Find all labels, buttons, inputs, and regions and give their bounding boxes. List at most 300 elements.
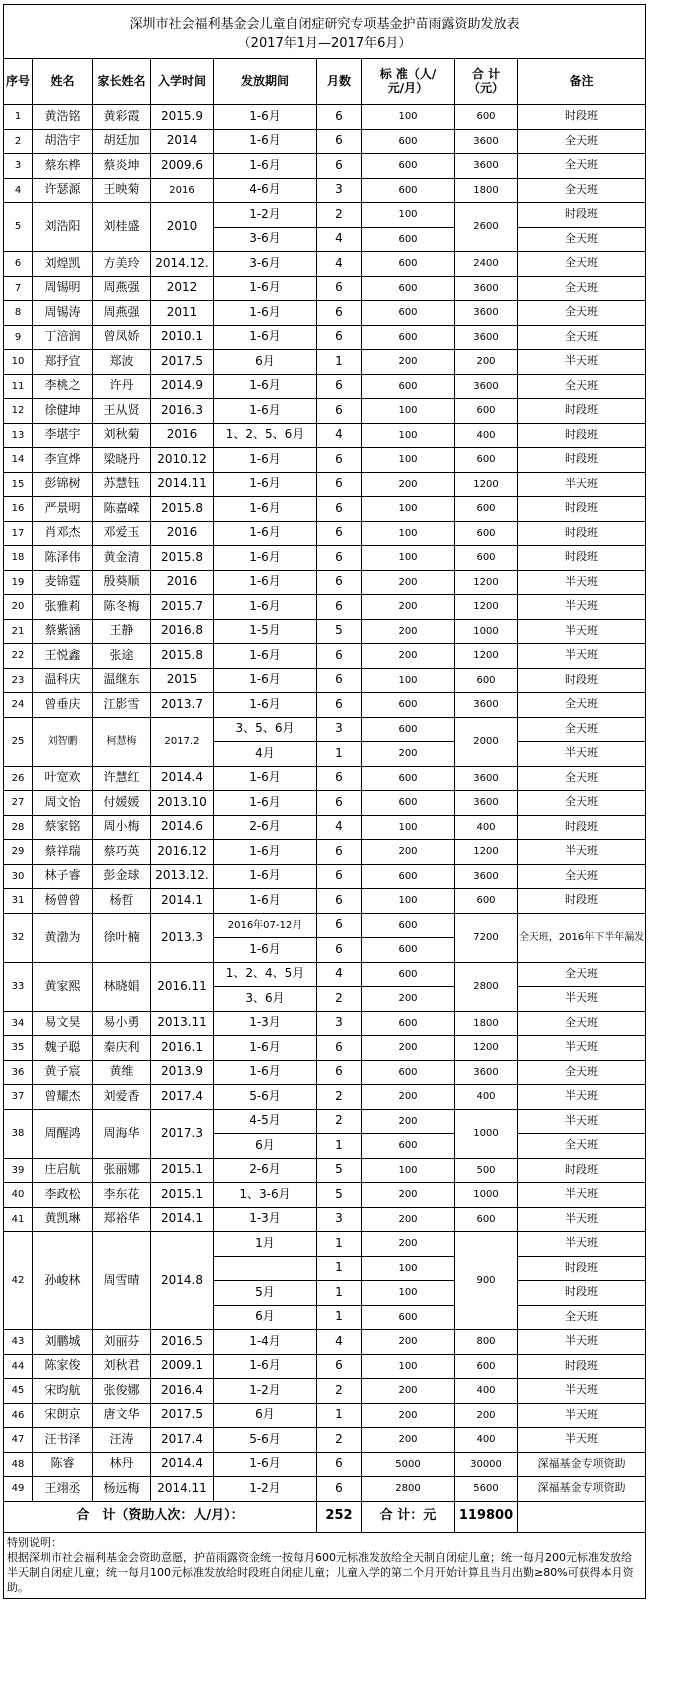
row-no: 42 [4, 1232, 33, 1330]
row-no: 7 [4, 276, 33, 301]
remark: 时段班 [518, 546, 646, 571]
month-count: 6 [317, 521, 362, 546]
month-count: 6 [317, 864, 362, 889]
allowance-table [3, 4, 646, 1599]
subtotal-amount: 3600 [455, 374, 518, 399]
parent-name: 郑裕华 [93, 1207, 151, 1232]
month-count: 5 [317, 1158, 362, 1183]
enroll-date: 2014.11 [151, 1477, 214, 1502]
month-count: 4 [317, 962, 362, 987]
month-count: 6 [317, 129, 362, 154]
standard-amount: 600 [362, 129, 455, 154]
pay-period: 1-2月 [214, 203, 317, 228]
enroll-date: 2010.1 [151, 325, 214, 350]
subtotal-amount: 3600 [455, 1060, 518, 1085]
row-no: 48 [4, 1452, 33, 1477]
remark: 全天班 [518, 252, 646, 277]
remark: 全天班 [518, 693, 646, 718]
subtotal-amount: 1000 [455, 1109, 518, 1158]
enroll-date: 2015.9 [151, 105, 214, 130]
month-count: 3 [317, 1011, 362, 1036]
remark: 时段班 [518, 497, 646, 522]
table-row [4, 301, 646, 326]
summary-blank [518, 1501, 646, 1532]
subtotal-amount: 3600 [455, 325, 518, 350]
student-name: 蔡祥瑞 [33, 840, 93, 865]
table-row [4, 374, 646, 399]
remark: 全天班 [518, 276, 646, 301]
remark: 全天班 [518, 1134, 646, 1159]
remark: 半天班 [518, 570, 646, 595]
header-period: 发放期间 [214, 59, 317, 105]
month-count: 1 [317, 1232, 362, 1257]
remark: 全天班 [518, 227, 646, 252]
standard-amount: 100 [362, 668, 455, 693]
enroll-date: 2016 [151, 521, 214, 546]
row-no: 3 [4, 154, 33, 179]
row-no: 11 [4, 374, 33, 399]
student-name: 肖邓杰 [33, 521, 93, 546]
subtotal-amount: 600 [455, 1207, 518, 1232]
pay-period: 1-6月 [214, 276, 317, 301]
subtotal-amount: 1000 [455, 619, 518, 644]
pay-period: 1-6月 [214, 472, 317, 497]
student-name: 严景明 [33, 497, 93, 522]
explanation-row [4, 1532, 646, 1598]
enroll-date: 2014.1 [151, 889, 214, 914]
standard-amount: 200 [362, 350, 455, 375]
enroll-date: 2016 [151, 178, 214, 203]
parent-name: 蔡巧英 [93, 840, 151, 865]
month-count: 3 [317, 178, 362, 203]
pay-period: 1-6月 [214, 129, 317, 154]
row-no: 45 [4, 1379, 33, 1404]
student-name: 刘煌凯 [33, 252, 93, 277]
student-name: 黄家熙 [33, 962, 93, 1011]
month-count: 6 [317, 301, 362, 326]
subtotal-amount: 600 [455, 448, 518, 473]
student-name: 周锡明 [33, 276, 93, 301]
month-count: 1 [317, 1256, 362, 1281]
parent-name: 秦庆利 [93, 1036, 151, 1061]
month-count: 4 [317, 815, 362, 840]
table-row [4, 864, 646, 889]
row-no: 29 [4, 840, 33, 865]
table-row [4, 1452, 646, 1477]
table-row [4, 1477, 646, 1502]
table-row [4, 1183, 646, 1208]
student-name: 李宣烨 [33, 448, 93, 473]
summary-sum-value: 119800 [455, 1501, 518, 1532]
table-row [4, 497, 646, 522]
standard-amount: 600 [362, 766, 455, 791]
enroll-date: 2014.4 [151, 766, 214, 791]
header-remark: 备注 [518, 59, 646, 105]
pay-period: 5-6月 [214, 1085, 317, 1110]
standard-amount: 200 [362, 472, 455, 497]
standard-amount: 5000 [362, 1452, 455, 1477]
parent-name: 张丽娜 [93, 1158, 151, 1183]
remark: 半天班 [518, 987, 646, 1012]
row-no: 1 [4, 105, 33, 130]
subtotal-amount: 3600 [455, 276, 518, 301]
subtotal-amount: 400 [455, 1428, 518, 1453]
parent-name: 周燕强 [93, 276, 151, 301]
standard-amount: 600 [362, 1011, 455, 1036]
table-row [4, 1207, 646, 1232]
standard-amount: 600 [362, 227, 455, 252]
pay-period: 1-6月 [214, 301, 317, 326]
standard-amount: 100 [362, 1354, 455, 1379]
header-total: 合 计（元） [455, 59, 518, 105]
remark: 半天班 [518, 1183, 646, 1208]
subtotal-amount: 400 [455, 423, 518, 448]
remark: 时段班 [518, 1256, 646, 1281]
remark: 时段班 [518, 203, 646, 228]
pay-period: 4-6月 [214, 178, 317, 203]
table-row [4, 105, 646, 130]
parent-name: 王从贤 [93, 399, 151, 424]
pay-period: 1-6月 [214, 154, 317, 179]
remark: 时段班 [518, 668, 646, 693]
month-count: 6 [317, 497, 362, 522]
month-count: 4 [317, 227, 362, 252]
student-name: 彭锦树 [33, 472, 93, 497]
parent-name: 汪涛 [93, 1428, 151, 1453]
subtotal-amount: 900 [455, 1232, 518, 1330]
standard-amount: 200 [362, 1232, 455, 1257]
student-name: 易文昊 [33, 1011, 93, 1036]
enroll-date: 2011 [151, 301, 214, 326]
standard-amount: 200 [362, 644, 455, 669]
row-no: 40 [4, 1183, 33, 1208]
header-name: 姓名 [33, 59, 93, 105]
table-row [4, 521, 646, 546]
month-count: 6 [317, 154, 362, 179]
subtotal-amount: 3600 [455, 864, 518, 889]
standard-amount: 100 [362, 1256, 455, 1281]
enroll-date: 2013.9 [151, 1060, 214, 1085]
parent-name: 柯慧梅 [93, 717, 151, 766]
parent-name: 杨哲 [93, 889, 151, 914]
standard-amount: 200 [362, 1109, 455, 1134]
standard-amount: 600 [362, 252, 455, 277]
pay-period: 1月 [214, 1232, 317, 1257]
row-no: 30 [4, 864, 33, 889]
pay-period: 1-6月 [214, 938, 317, 963]
month-count: 2 [317, 203, 362, 228]
enroll-date: 2016 [151, 423, 214, 448]
pay-period: 1-6月 [214, 840, 317, 865]
standard-amount: 600 [362, 791, 455, 816]
student-name: 黄子宸 [33, 1060, 93, 1085]
parent-name: 林晓娟 [93, 962, 151, 1011]
parent-name: 郑波 [93, 350, 151, 375]
row-no: 2 [4, 129, 33, 154]
subtotal-amount: 7200 [455, 913, 518, 962]
pay-period: 1-6月 [214, 595, 317, 620]
month-count: 2 [317, 987, 362, 1012]
subtotal-amount: 1000 [455, 1183, 518, 1208]
table-row [4, 252, 646, 277]
summary-row [4, 1501, 646, 1532]
enroll-date: 2016.11 [151, 962, 214, 1011]
table-row [4, 423, 646, 448]
subtotal-amount: 3600 [455, 301, 518, 326]
parent-name: 付媛媛 [93, 791, 151, 816]
pay-period: 1-6月 [214, 644, 317, 669]
student-name: 周锡涛 [33, 301, 93, 326]
subtotal-amount: 600 [455, 105, 518, 130]
enroll-date: 2014.9 [151, 374, 214, 399]
month-count: 6 [317, 1354, 362, 1379]
header-months: 月数 [317, 59, 362, 105]
standard-amount: 600 [362, 325, 455, 350]
remark: 时段班 [518, 521, 646, 546]
student-name: 李桃之 [33, 374, 93, 399]
student-name: 徐健坤 [33, 399, 93, 424]
remark: 全天班 [518, 154, 646, 179]
enroll-date: 2014.4 [151, 1452, 214, 1477]
pay-period: 3-6月 [214, 252, 317, 277]
remark: 深福基金专项资助 [518, 1477, 646, 1502]
student-name: 周醒鸿 [33, 1109, 93, 1158]
subtotal-amount: 600 [455, 521, 518, 546]
enroll-date: 2013.10 [151, 791, 214, 816]
subtotal-amount: 2000 [455, 717, 518, 766]
pay-period: 2-6月 [214, 815, 317, 840]
standard-amount: 200 [362, 1428, 455, 1453]
pay-period: 1-6月 [214, 864, 317, 889]
summary-sum-label: 合 计：元 [362, 1501, 455, 1532]
parent-name: 刘秋菊 [93, 423, 151, 448]
remark: 半天班 [518, 1207, 646, 1232]
pay-period: 1-2月 [214, 1477, 317, 1502]
standard-amount: 600 [362, 938, 455, 963]
month-count: 6 [317, 595, 362, 620]
parent-name: 苏慧钰 [93, 472, 151, 497]
row-no: 27 [4, 791, 33, 816]
remark: 时段班 [518, 423, 646, 448]
pay-period: 6月 [214, 350, 317, 375]
standard-amount: 200 [362, 595, 455, 620]
month-count: 6 [317, 889, 362, 914]
pay-period: 5-6月 [214, 1428, 317, 1453]
month-count: 3 [317, 1207, 362, 1232]
standard-amount: 600 [362, 276, 455, 301]
remark: 全天班 [518, 1011, 646, 1036]
parent-name: 刘秋君 [93, 1354, 151, 1379]
table-row [4, 1085, 646, 1110]
subtotal-amount: 1200 [455, 472, 518, 497]
pay-period: 1-6月 [214, 766, 317, 791]
month-count: 6 [317, 668, 362, 693]
subtotal-amount: 400 [455, 1379, 518, 1404]
remark: 半天班 [518, 1330, 646, 1355]
row-no: 13 [4, 423, 33, 448]
student-name: 陈家俊 [33, 1354, 93, 1379]
subtotal-amount: 200 [455, 1403, 518, 1428]
standard-amount: 600 [362, 1134, 455, 1159]
standard-amount: 600 [362, 178, 455, 203]
pay-period: 3、5、6月 [214, 717, 317, 742]
parent-name: 张俊娜 [93, 1379, 151, 1404]
student-name: 刘鹏城 [33, 1330, 93, 1355]
sheet-title [4, 5, 646, 59]
student-name: 王悦鑫 [33, 644, 93, 669]
row-no: 31 [4, 889, 33, 914]
parent-name: 周雪晴 [93, 1232, 151, 1330]
remark: 深福基金专项资助 [518, 1452, 646, 1477]
pay-period: 1-6月 [214, 889, 317, 914]
standard-amount: 100 [362, 203, 455, 228]
parent-name: 黄维 [93, 1060, 151, 1085]
pay-period: 1-6月 [214, 570, 317, 595]
parent-name: 蔡炎坤 [93, 154, 151, 179]
enroll-date: 2017.5 [151, 350, 214, 375]
row-no: 12 [4, 399, 33, 424]
enroll-date: 2009.6 [151, 154, 214, 179]
table-row [4, 350, 646, 375]
parent-name: 李东花 [93, 1183, 151, 1208]
standard-amount: 100 [362, 889, 455, 914]
month-count: 2 [317, 1428, 362, 1453]
table-row [4, 913, 646, 938]
parent-name: 黄金清 [93, 546, 151, 571]
standard-amount: 200 [362, 1183, 455, 1208]
pay-period: 6月 [214, 1403, 317, 1428]
month-count: 6 [317, 546, 362, 571]
subtotal-amount: 30000 [455, 1452, 518, 1477]
parent-name: 王映菊 [93, 178, 151, 203]
pay-period: 5月 [214, 1281, 317, 1306]
student-name: 陈泽伟 [33, 546, 93, 571]
remark: 半天班 [518, 1403, 646, 1428]
student-name: 黄凯琳 [33, 1207, 93, 1232]
row-no: 38 [4, 1109, 33, 1158]
standard-amount: 200 [362, 1403, 455, 1428]
standard-amount: 200 [362, 1207, 455, 1232]
enroll-date: 2015.8 [151, 644, 214, 669]
month-count: 2 [317, 1085, 362, 1110]
row-no: 25 [4, 717, 33, 766]
parent-name: 梁晓丹 [93, 448, 151, 473]
student-name: 郑抒宜 [33, 350, 93, 375]
standard-amount: 600 [362, 693, 455, 718]
enroll-date: 2013.11 [151, 1011, 214, 1036]
month-count: 6 [317, 644, 362, 669]
row-no: 49 [4, 1477, 33, 1502]
subtotal-amount: 200 [455, 350, 518, 375]
subtotal-amount: 1200 [455, 570, 518, 595]
enroll-date: 2015.7 [151, 595, 214, 620]
row-no: 9 [4, 325, 33, 350]
remark: 半天班 [518, 1379, 646, 1404]
pay-period: 1、2、4、5月 [214, 962, 317, 987]
standard-amount: 100 [362, 546, 455, 571]
row-no: 36 [4, 1060, 33, 1085]
remark: 时段班 [518, 815, 646, 840]
pay-period: 1-6月 [214, 521, 317, 546]
month-count: 6 [317, 938, 362, 963]
subtotal-amount: 400 [455, 815, 518, 840]
standard-amount: 600 [362, 154, 455, 179]
remark: 半天班 [518, 472, 646, 497]
remark: 时段班 [518, 1281, 646, 1306]
pay-period: 1-6月 [214, 374, 317, 399]
remark: 半天班 [518, 1109, 646, 1134]
table-row [4, 129, 646, 154]
title-period: （2017年1月—2017年6月） [237, 35, 412, 51]
table-row [4, 570, 646, 595]
table-row [4, 693, 646, 718]
table-row [4, 1330, 646, 1355]
parent-name: 邓爱玉 [93, 521, 151, 546]
parent-name: 刘爱香 [93, 1085, 151, 1110]
row-no: 39 [4, 1158, 33, 1183]
subtotal-amount: 600 [455, 668, 518, 693]
student-name: 陈睿 [33, 1452, 93, 1477]
pay-period: 4-5月 [214, 1109, 317, 1134]
month-count: 4 [317, 423, 362, 448]
header-no: 序号 [4, 59, 33, 105]
subtotal-amount: 600 [455, 497, 518, 522]
remark: 半天班 [518, 1428, 646, 1453]
remark: 半天班 [518, 1232, 646, 1257]
student-name: 汪书泽 [33, 1428, 93, 1453]
enroll-date: 2015.1 [151, 1158, 214, 1183]
remark: 时段班 [518, 105, 646, 130]
table-row [4, 1379, 646, 1404]
table-row [4, 1158, 646, 1183]
month-count: 6 [317, 105, 362, 130]
enroll-date: 2015.8 [151, 497, 214, 522]
enroll-date: 2017.4 [151, 1428, 214, 1453]
month-count: 2 [317, 1109, 362, 1134]
table-row [4, 791, 646, 816]
table-row [4, 962, 646, 987]
header-row [4, 59, 646, 105]
remark: 半天班 [518, 350, 646, 375]
remark: 全天班 [518, 962, 646, 987]
table-row [4, 815, 646, 840]
standard-amount: 600 [362, 717, 455, 742]
student-name: 李堪宇 [33, 423, 93, 448]
parent-name: 唐文华 [93, 1403, 151, 1428]
enroll-date: 2012 [151, 276, 214, 301]
remark: 全天班 [518, 791, 646, 816]
month-count: 6 [317, 791, 362, 816]
student-name: 温科庆 [33, 668, 93, 693]
subtotal-amount: 400 [455, 1085, 518, 1110]
student-name: 李政松 [33, 1183, 93, 1208]
month-count: 6 [317, 570, 362, 595]
enroll-date: 2010.12 [151, 448, 214, 473]
standard-amount: 100 [362, 423, 455, 448]
subtotal-amount: 2600 [455, 203, 518, 252]
standard-amount: 200 [362, 1036, 455, 1061]
remark: 半天班 [518, 1036, 646, 1061]
row-no: 47 [4, 1428, 33, 1453]
student-name: 蔡紫涵 [33, 619, 93, 644]
row-no: 4 [4, 178, 33, 203]
standard-amount: 600 [362, 962, 455, 987]
student-name: 曾垂庆 [33, 693, 93, 718]
student-name: 丁涪润 [33, 325, 93, 350]
pay-period: 3、6月 [214, 987, 317, 1012]
row-no: 24 [4, 693, 33, 718]
enroll-date: 2016.1 [151, 1036, 214, 1061]
